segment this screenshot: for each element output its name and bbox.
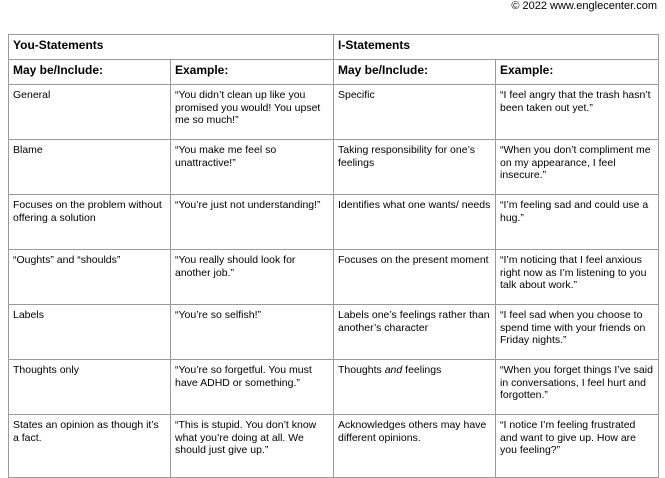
i-include-cell bbox=[334, 360, 496, 415]
you-include-cell: “Oughts” and “shoulds” bbox=[9, 250, 171, 305]
i-include-cell: Labels one’s feelings rather than another’s character bbox=[334, 305, 496, 360]
i-example-cell: “I feel angry that the trash hasn’t been taken out yet.” bbox=[496, 85, 659, 140]
you-include-cell: Blame bbox=[9, 140, 171, 195]
i-example-cell: “When you forget things I’ve said in conversations, I feel hurt and forgotten.” bbox=[496, 360, 659, 415]
table-row bbox=[9, 85, 659, 140]
i-example-header: Example: bbox=[496, 60, 659, 85]
you-example-header: Example: bbox=[171, 60, 334, 85]
table-row bbox=[9, 140, 659, 195]
you-example-cell: “You’re just not understanding!” bbox=[171, 195, 334, 250]
i-include-cell: Taking responsibility for one’s feelings bbox=[334, 140, 496, 195]
you-include-cell: Labels bbox=[9, 305, 171, 360]
you-include-cell: Focuses on the problem without offering a solution bbox=[9, 195, 171, 250]
i-example-cell: “I’m noticing that I feel anxious right now as I’m listening to you talk about work.” bbox=[496, 250, 659, 305]
table-row bbox=[9, 250, 659, 305]
you-example-cell: “This is stupid. You don’t know what you’re doing at all. We should just give up.” bbox=[171, 415, 334, 478]
comparison-table bbox=[8, 34, 659, 478]
table-row bbox=[9, 415, 659, 478]
i-include-cell: Identifies what one wants/ needs bbox=[334, 195, 496, 250]
you-example-cell: “You’re so forgetful. You must have ADHD or something.” bbox=[171, 360, 334, 415]
i-include-text-post: feelings bbox=[402, 364, 442, 376]
you-example-cell: “You really should look for another job.” bbox=[171, 250, 334, 305]
i-include-text-emphasis: and bbox=[384, 364, 403, 376]
you-include-cell: Thoughts only bbox=[9, 360, 171, 415]
i-include-cell: Focuses on the present moment bbox=[334, 250, 496, 305]
i-example-cell: “When you don’t compliment me on my appearance, I feel insecure.” bbox=[496, 140, 659, 195]
copyright-notice: © 2022 www.englecenter.com bbox=[511, 0, 657, 12]
you-example-cell: “You’re so selfish!” bbox=[171, 305, 334, 360]
i-include-header: May be/Include: bbox=[334, 60, 496, 85]
column-header-row bbox=[9, 60, 659, 85]
you-include-cell: General bbox=[9, 85, 171, 140]
table-row bbox=[9, 195, 659, 250]
you-example-cell: “You didn’t clean up like you promised you would! You upset me so much!” bbox=[171, 85, 334, 140]
you-include-cell: States an opinion as though it’s a fact. bbox=[9, 415, 171, 478]
i-statements-header: I-Statements bbox=[334, 35, 659, 60]
table-row bbox=[9, 360, 659, 415]
i-example-cell: “I’m feeling sad and could use a hug.” bbox=[496, 195, 659, 250]
i-include-text-pre: Thoughts bbox=[338, 364, 385, 376]
i-include-cell: Acknowledges others may have different opinions. bbox=[334, 415, 496, 478]
you-statements-header: You-Statements bbox=[9, 35, 334, 60]
you-include-header: May be/Include: bbox=[9, 60, 171, 85]
i-example-cell: “I notice I’m feeling frustrated and want to give up. How are you feeling?” bbox=[496, 415, 659, 478]
i-example-cell: “I feel sad when you choose to spend time with your friends on Friday nights.” bbox=[496, 305, 659, 360]
table-row bbox=[9, 305, 659, 360]
you-example-cell: “You make me feel so unattractive!” bbox=[171, 140, 334, 195]
group-header-row bbox=[9, 35, 659, 60]
i-include-cell: Specific bbox=[334, 85, 496, 140]
